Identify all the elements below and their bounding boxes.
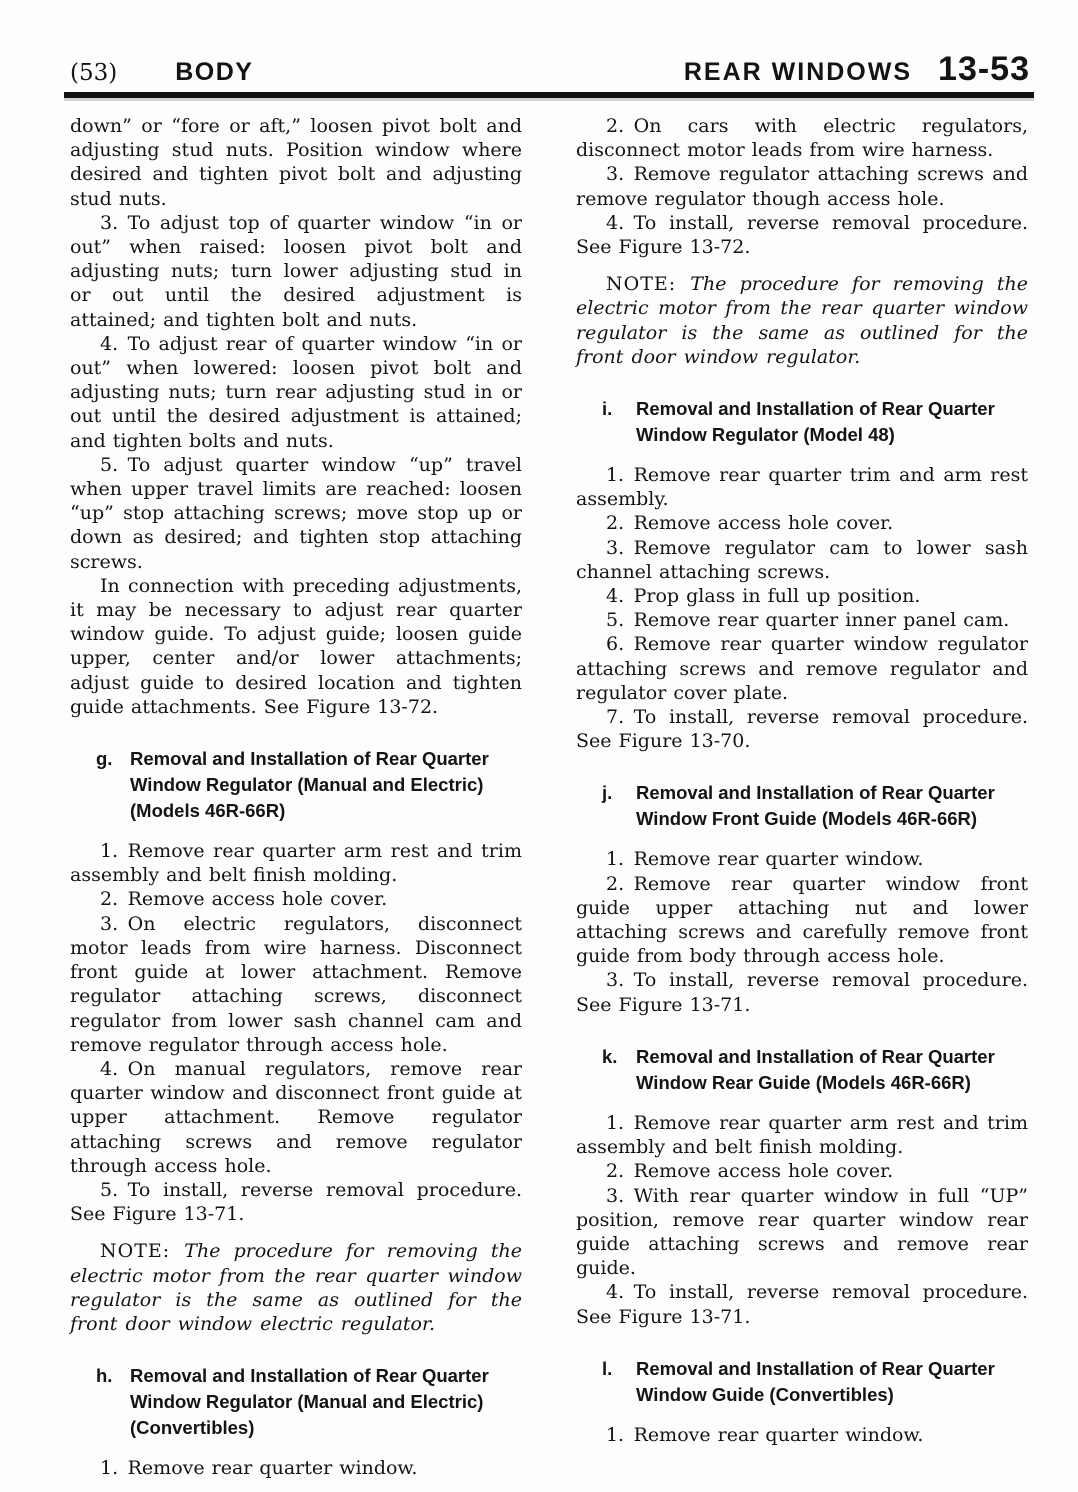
section-heading-text: Removal and Installation of Rear Quarter Window Rear Guide (Models 46R-66R): [636, 1045, 995, 1093]
note-text: The procedure for removing the electric motor from the rear quarter window regulator is the same as outlined for the front door window regulator.: [576, 273, 1028, 368]
section-title: REAR WINDOWS: [683, 58, 913, 86]
body-paragraph: 4. To adjust rear of quarter window “in or out” when lowered: loosen pivot bolt and adjusting nuts; turn rear adjusting stud in or out until the desired adjustment is attained; and tighten bolts and nuts.: [70, 332, 522, 452]
body-paragraph: 4. To install, reverse removal procedure. See Figure 13-71.: [576, 1281, 1028, 1328]
body-paragraph: 2. Remove rear quarter window front guide upper attaching nut and lower attaching screws and carefully remove front guide from body through access hole.: [576, 872, 1028, 968]
section-heading: [96, 746, 522, 824]
section-heading-letter: l.: [602, 1357, 613, 1379]
body-paragraph: 4. On manual regulators, remove rear quarter window and disconnect front guide at upper attachment. Remove regulator attaching screws and remove regulator through access hole.: [70, 1057, 522, 1177]
section-heading: [96, 1363, 522, 1441]
section-heading-letter: g.: [96, 748, 113, 770]
body-paragraph: 3. With rear quarter window in full “UP” position, remove rear quarter window rear guide attaching screws and remove rear guide.: [576, 1184, 1028, 1280]
body-paragraph: 3. Remove regulator cam to lower sash channel attaching screws.: [576, 536, 1028, 583]
body-paragraph: 1. Remove rear quarter window.: [100, 1457, 418, 1480]
note-text: The procedure for removing the electric motor from the rear quarter window regulator is the same as outlined for the front door window electric regulator.: [70, 1240, 522, 1335]
body-paragraph: 3. Remove regulator attaching screws and remove regulator though access hole.: [576, 163, 1028, 210]
page-header: [70, 50, 1030, 89]
note-label: NOTE:: [100, 1240, 185, 1263]
page-number: 13-53: [938, 50, 1030, 88]
section-heading-text: Removal and Installation of Rear Quarter Window Regulator (Manual and Electric) (Convertibles): [130, 1365, 489, 1439]
section-heading-letter: i.: [602, 398, 613, 420]
section-heading-text: Removal and Installation of Rear Quarter Window Regulator (Model 48): [636, 398, 995, 446]
body-paragraph: 7. To install, reverse removal procedure. See Figure 13-70.: [576, 706, 1028, 753]
note-label: NOTE:: [606, 273, 691, 296]
body-paragraph: 3. On electric regulators, disconnect motor leads from wire harness. Disconnect front guide at lower attachment. Remove regulator attaching screws, disconnect regulator from lower sash channel cam and remove regulator through access hole.: [70, 912, 522, 1056]
body-paragraph: 1. Remove rear quarter window.: [606, 848, 924, 871]
body-paragraph: 2. On cars with electric regulators, disconnect motor leads from wire harness.: [576, 115, 1028, 162]
body-paragraph: 3. To adjust top of quarter window “in or out” when raised: loosen pivot bolt and adjusting nuts; turn lower adjusting stud in or out until the desired adjustment is attained; and tighten bolt and nuts.: [70, 211, 522, 331]
section-heading: [602, 396, 1028, 448]
body-paragraph: 2. Remove access hole cover.: [606, 1160, 894, 1183]
text-columns: [70, 114, 1028, 1480]
body-paragraph: 4. To install, reverse removal procedure. See Figure 13-72.: [576, 211, 1028, 259]
section-heading: [602, 1356, 1028, 1408]
section-heading-letter: j.: [602, 782, 613, 804]
body-paragraph: 1. Remove rear quarter window.: [606, 1423, 924, 1446]
section-heading-letter: h.: [96, 1365, 113, 1387]
section-heading-text: Removal and Installation of Rear Quarter Window Front Guide (Models 46R-66R): [636, 782, 995, 830]
body-paragraph: 6. Remove rear quarter window regulator attaching screws and remove regulator and regulator cover plate.: [576, 633, 1028, 704]
body-paragraph: 1. Remove rear quarter trim and arm rest assembly.: [576, 464, 1028, 511]
body-paragraph: 2. Remove access hole cover.: [606, 512, 894, 535]
body-paragraph: 5. To install, reverse removal procedure. See Figure 13-71.: [70, 1178, 522, 1226]
section-heading-text: Removal and Installation of Rear Quarter Window Guide (Convertibles): [636, 1357, 995, 1405]
body-paragraph: 5. Remove rear quarter inner panel cam.: [606, 609, 1010, 632]
page-folio: (53): [70, 60, 118, 86]
section-heading: [602, 1044, 1028, 1096]
body-paragraph: 2. Remove access hole cover.: [100, 888, 388, 911]
note-paragraph: [576, 272, 1028, 369]
body-paragraph: 3. To install, reverse removal procedure. See Figure 13-71.: [576, 969, 1028, 1016]
right-column: [576, 114, 1028, 1480]
section-heading: [602, 780, 1028, 832]
body-paragraph: 4. Prop glass in full up position.: [606, 585, 921, 608]
note-paragraph: [70, 1239, 522, 1336]
body-paragraph: In connection with preceding adjustments, it may be necessary to adjust rear quarter window guide. To adjust guide; loosen guide upper, center and/or lower attachments; adjust guide to desired location and tighten guide attachments. See Figure 13-72.: [70, 574, 522, 718]
chapter-title: BODY: [175, 58, 254, 86]
section-heading-text: Removal and Installation of Rear Quarter Window Regulator (Manual and Electric) (Models 46R-66R): [130, 748, 489, 822]
left-column: [70, 114, 522, 1480]
body-paragraph: 1. Remove rear quarter arm rest and trim assembly and belt finish molding.: [576, 1111, 1028, 1159]
body-paragraph: 1. Remove rear quarter arm rest and trim assembly and belt finish molding.: [70, 840, 522, 887]
body-paragraph: down” or “fore or aft,” loosen pivot bolt and adjusting stud nuts. Position window where desired and tighten pivot bolt and adjusting stud nuts.: [70, 115, 522, 210]
body-paragraph: 5. To adjust quarter window “up” travel when upper travel limits are reached: loosen “up” stop attaching screws; move stop up or down as desired; and tighten stop attaching screws.: [70, 453, 522, 573]
section-heading-letter: k.: [602, 1045, 618, 1067]
header-rule: [64, 92, 1034, 98]
